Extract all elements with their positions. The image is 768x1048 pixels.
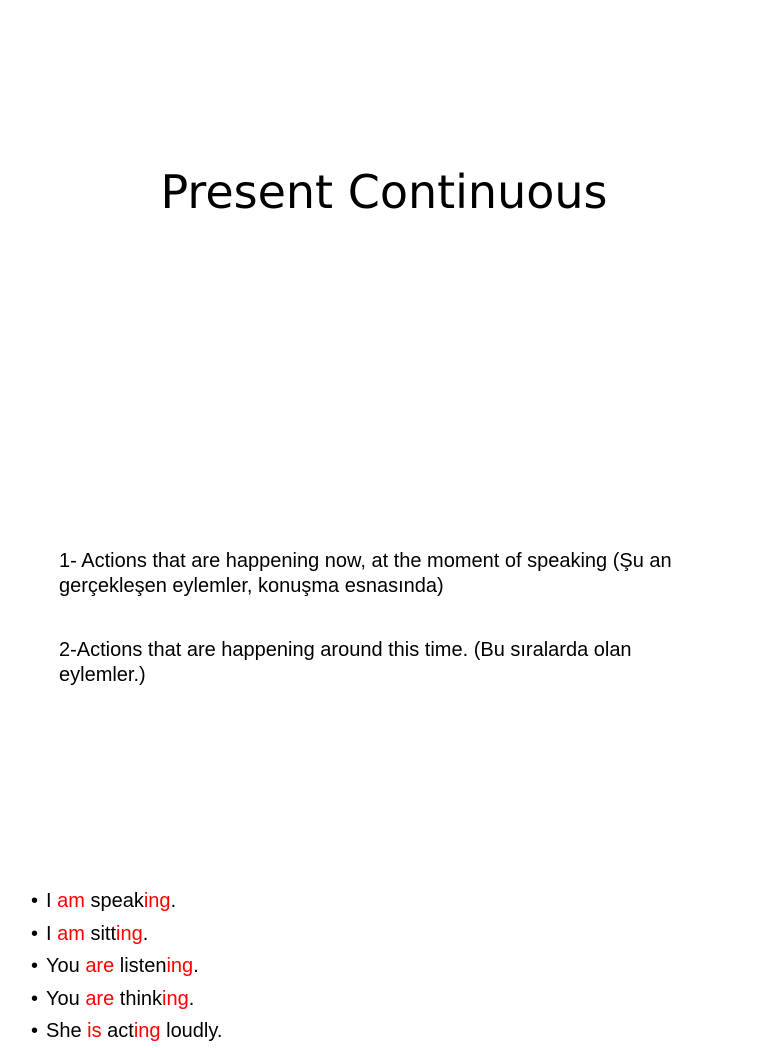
example-verb-stem: sitt [90,922,117,945]
example-ending: . [193,955,199,977]
bullet-icon: • [31,955,39,977]
example-subject: She [46,1020,82,1042]
example-item [31,983,222,1016]
example-list [31,885,222,1048]
example-ing-suffix: ing [166,955,194,977]
example-subject: I [46,922,52,945]
example-ing-suffix: ing [162,987,189,1010]
definition-2: 2-Actions that are happening around this time. (Bu sıralarda olan eylemler.) [59,639,632,686]
example-subject: You [46,987,80,1010]
example-ending: . [188,987,195,1010]
example-verb-stem: think [119,987,163,1010]
example-item [31,950,222,983]
bullet-icon: • [31,987,39,1010]
example-ing-suffix: ing [143,890,171,912]
example-verb-stem: speak [90,890,144,912]
example-item [31,918,222,951]
example-subject: I [46,890,52,912]
example-verb-stem: act [107,1020,134,1042]
bullet-icon: • [31,922,39,945]
definition-1: 1- Actions that are happening now, at the moment of speaking (Şu an gerçekleşen eylemler, konuşma esnasında) [59,550,672,597]
bullet-icon: • [31,1020,39,1042]
example-ing-suffix: ing [116,922,143,945]
example-item [31,1015,222,1048]
slide-title: Present Continuous [160,165,608,219]
example-auxiliary: are [85,955,115,977]
bullet-icon: • [31,890,39,912]
example-auxiliary: is [87,1020,102,1042]
example-ing-suffix: ing [133,1020,161,1042]
example-subject: You [46,955,80,977]
example-ending: . [170,890,177,912]
example-ending: . [142,922,149,945]
example-auxiliary: am [57,890,85,912]
example-auxiliary: am [57,922,85,945]
example-auxiliary: are [85,987,115,1010]
example-item [31,885,222,918]
example-verb-stem: listen [119,955,167,977]
example-ending: loudly. [160,1020,223,1042]
